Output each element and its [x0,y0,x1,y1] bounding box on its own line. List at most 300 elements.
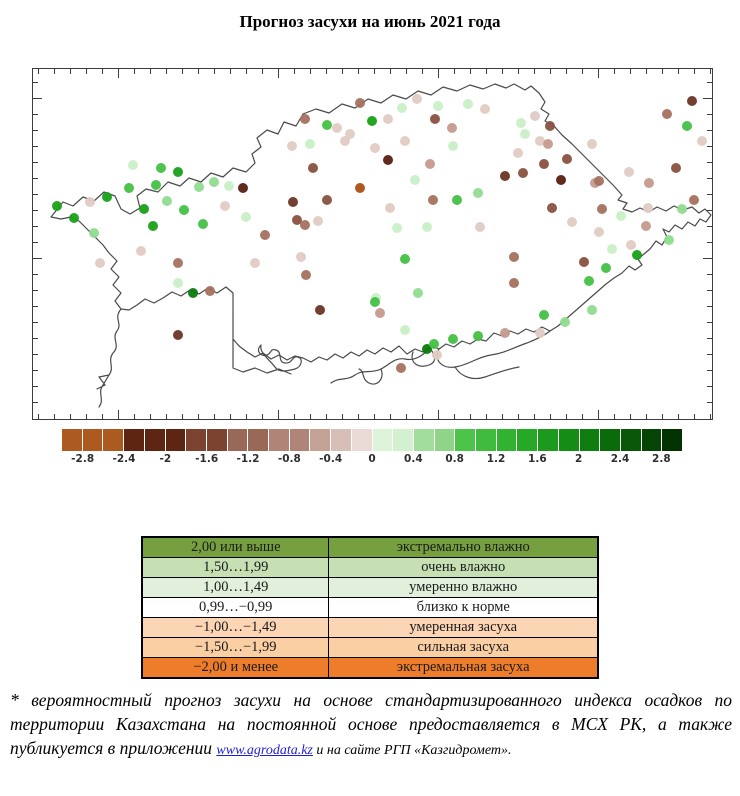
drought-dot [587,139,597,149]
drought-dot [624,167,634,177]
legend-range-cell: 1,00…1,49 [142,578,329,598]
colorbar-tick-label: 1.2 [486,453,506,465]
drought-dot [313,216,323,226]
axis-tick [703,258,712,259]
drought-dot [383,114,393,124]
colorbar-segment [145,429,166,451]
axis-tick [406,69,407,74]
drought-dot [52,201,62,211]
drought-dot [95,258,105,268]
drought-dot [198,219,208,229]
drought-dot [644,178,654,188]
map-region [32,68,713,420]
drought-dot [385,203,395,213]
drought-dot [697,136,707,146]
axis-tick [33,130,38,131]
legend-range-cell: 0,99…−0,99 [142,598,329,618]
drought-dot [332,123,342,133]
axis-tick [694,69,695,74]
footnote-tail: и на сайте РГП «Казгидромет». [312,743,512,759]
axis-tick [86,69,87,74]
axis-tick [150,414,151,419]
axis-tick [374,414,375,419]
axis-tick [54,414,55,419]
axis-tick [534,414,535,419]
axis-tick [486,69,487,74]
axis-tick [422,414,423,419]
axis-tick [33,290,38,291]
drought-dot [355,183,365,193]
drought-dot [322,195,332,205]
axis-tick [502,69,503,74]
colorbar-tick-label: 2.4 [610,453,630,465]
axis-tick [33,370,38,371]
drought-dot [677,204,687,214]
axis-tick [182,69,183,74]
axis-tick [703,98,712,99]
axis-tick [182,414,183,419]
axis-tick [166,414,167,419]
axis-tick [33,194,38,195]
drought-dot [136,246,146,256]
axis-tick [707,338,712,339]
axis-tick [518,414,519,419]
colorbar-tick-label: -0.8 [277,453,301,465]
colorbar-segment [435,429,456,451]
drought-dot [463,99,473,109]
drought-dot [543,139,553,149]
drought-dot [594,227,604,237]
axis-tick [550,414,551,419]
colorbar-tick-label: -2 [159,453,172,465]
colorbar-segment [310,429,331,451]
axis-tick [707,354,712,355]
drought-dot [370,143,380,153]
drought-dot [124,183,134,193]
axis-tick [278,410,279,419]
colorbar-segment [538,429,559,451]
drought-dot [300,114,310,124]
drought-dot [410,175,420,185]
axis-tick [86,414,87,419]
legend-label-cell: очень влажно [329,558,598,578]
drought-dot [447,123,457,133]
axis-tick [630,414,631,419]
legend-table [141,536,599,679]
axis-tick [262,69,263,74]
drought-dot [671,163,681,173]
drought-dot [509,252,519,262]
drought-dot [547,203,557,213]
axis-tick [33,354,38,355]
drought-dot [513,148,523,158]
axis-tick [707,162,712,163]
colorbar-tick-label: 2 [575,453,583,465]
colorbar-segment [580,429,601,451]
colorbar-segment [497,429,518,451]
drought-dot [162,196,172,206]
footnote-text: * вероятностный прогноз засухи на основе стандартизированного индекса осадков по территории Казахстана на постоянной основе предоставляется в МСХ РК, а также публикуется в приложении [10,690,732,759]
axis-tick [33,322,38,323]
axis-tick [33,306,38,307]
legend-row [142,578,598,598]
axis-tick [166,69,167,74]
axis-tick [470,69,471,74]
axis-tick [534,69,535,74]
drought-dot [643,203,653,213]
colorbar-segment [559,429,580,451]
legend-row [142,618,598,638]
axis-tick [198,414,199,419]
colorbar-tick-label: 2.8 [652,453,671,465]
axis-tick [707,194,712,195]
drought-dot [305,139,315,149]
axis-tick [134,414,135,419]
colorbar-tick-label: -2.4 [112,453,136,465]
axis-tick [707,370,712,371]
axis-tick [710,69,711,74]
agrodata-link[interactable]: www.agrodata.kz [216,743,313,759]
legend-row [142,598,598,618]
drought-dot [367,116,377,126]
legend-range-cell: −1,00…−1,49 [142,618,329,638]
axis-tick [614,414,615,419]
drought-dot [500,171,510,181]
drought-dot [139,204,149,214]
colorbar-segment [393,429,414,451]
drought-dot [400,325,410,335]
axis-tick [707,290,712,291]
axis-tick [278,69,279,78]
axis-tick [438,410,439,419]
axis-tick [707,274,712,275]
colorbar-segment [290,429,311,451]
axis-tick [33,98,42,99]
drought-dot [396,363,406,373]
axis-tick [707,402,712,403]
drought-dot [85,197,95,207]
axis-tick [662,414,663,419]
axis-tick [102,414,103,419]
drought-dot [89,228,99,238]
drought-dot [689,195,699,205]
colorbar-segment [414,429,435,451]
drought-dot [102,192,112,202]
dots-layer [33,69,712,419]
axis-tick [454,414,455,419]
axis-tick [707,130,712,131]
axis-tick [70,414,71,419]
drought-dot [516,118,526,128]
axis-tick [33,258,42,259]
axis-tick [33,402,38,403]
axis-tick [358,414,359,419]
drought-dot [220,201,230,211]
drought-dot [238,183,248,193]
drought-dot [422,222,432,232]
axis-tick [566,414,567,419]
axis-tick [294,414,295,419]
drought-dot [209,177,219,187]
drought-dot [194,182,204,192]
colorbar-segment [248,429,269,451]
axis-tick [630,69,631,74]
colorbar-segment [373,429,394,451]
drought-dot [128,160,138,170]
drought-dot [518,168,528,178]
colorbar [62,429,682,451]
axis-tick [470,414,471,419]
colorbar-segment [207,429,228,451]
axis-tick [518,69,519,74]
drought-dot [315,305,325,315]
axis-tick [70,69,71,74]
axis-tick [646,69,647,74]
drought-dot [473,331,483,341]
drought-dot [296,252,306,262]
drought-dot [400,136,410,146]
legend-label-cell: экстремальная засуха [329,658,598,679]
drought-dot [520,129,530,139]
drought-dot [425,159,435,169]
drought-dot [448,334,458,344]
axis-tick [326,414,327,419]
colorbar-segment [186,429,207,451]
axis-tick [326,69,327,74]
axis-tick [294,69,295,74]
colorbar-segment [517,429,538,451]
axis-tick [707,210,712,211]
axis-tick [678,69,679,74]
drought-dot [412,94,422,104]
drought-dot [432,350,442,360]
drought-dot [579,257,589,267]
axis-tick [33,162,38,163]
axis-tick [342,414,343,419]
colorbar-segment [269,429,290,451]
drought-dot [616,211,626,221]
axis-tick [33,338,38,339]
drought-dot [687,96,697,106]
drought-dot [345,129,355,139]
axis-tick [707,386,712,387]
drought-dot [148,221,158,231]
drought-dot [300,220,310,230]
drought-dot [584,276,594,286]
axis-tick [38,69,39,74]
colorbar-segment [642,429,663,451]
axis-tick [198,69,199,74]
colorbar-tick-label: 0.8 [445,453,464,465]
drought-dot [413,288,423,298]
colorbar-tick-label: -1.6 [195,453,219,465]
drought-dot [452,195,462,205]
drought-dot [530,111,540,121]
drought-dot [250,258,260,268]
drought-dot [69,213,79,223]
axis-tick [38,414,39,419]
drought-dot [480,104,490,114]
axis-tick [707,242,712,243]
axis-tick [33,242,38,243]
colorbar-labels [62,453,682,467]
drought-dot [287,141,297,151]
drought-dot [370,297,380,307]
drought-dot [664,235,674,245]
drought-dot [433,101,443,111]
axis-tick [33,210,38,211]
legend-label-cell: сильная засуха [329,638,598,658]
colorbar-segment [103,429,124,451]
drought-dot [397,103,407,113]
axis-tick [33,146,38,147]
axis-tick [707,178,712,179]
legend-row [142,658,598,679]
axis-tick [230,69,231,74]
axis-tick [707,146,712,147]
axis-tick [33,226,38,227]
legend-label-cell: умеренная засуха [329,618,598,638]
axis-tick [707,114,712,115]
drought-dot [597,204,607,214]
colorbar-tick-label: 0 [368,453,376,465]
drought-dot [355,98,365,108]
axis-tick [150,69,151,74]
colorbar-segment [166,429,187,451]
drought-dot [151,180,161,190]
colorbar-segment [62,429,83,451]
axis-tick [54,69,55,74]
axis-tick [310,414,311,419]
axis-tick [566,69,567,74]
drought-dot [322,120,332,130]
axis-tick [582,69,583,74]
axis-tick [438,69,439,78]
drought-dot [607,244,617,254]
axis-tick [710,414,711,419]
colorbar-segment [83,429,104,451]
axis-tick [33,82,38,83]
drought-dot [260,230,270,240]
axis-tick [646,414,647,419]
legend-range-cell: 1,50…1,99 [142,558,329,578]
colorbar-tick-label: -1.2 [236,453,260,465]
axis-tick [310,69,311,74]
axis-tick [422,69,423,74]
drought-dot [475,222,485,232]
drought-dot [430,114,440,124]
drought-dot [308,163,318,173]
axis-tick [374,69,375,74]
legend-row [142,537,598,558]
drought-dot [560,317,570,327]
axis-tick [102,69,103,74]
drought-dot [383,155,393,165]
axis-tick [707,226,712,227]
drought-dot [173,330,183,340]
footnote [10,688,732,761]
colorbar-segment [124,429,145,451]
drought-dot [682,121,692,131]
axis-tick [550,69,551,74]
legend-label-cell: умеренно влажно [329,578,598,598]
legend-label-cell: близко к норме [329,598,598,618]
drought-dot [641,221,651,231]
colorbar-segment [476,429,497,451]
axis-tick [342,69,343,74]
drought-dot [179,205,189,215]
legend-row [142,638,598,658]
axis-tick [614,69,615,74]
colorbar-tick-label: -0.4 [319,453,343,465]
drought-dot [188,288,198,298]
axis-tick [33,274,38,275]
drought-dot [429,339,439,349]
drought-dot [173,167,183,177]
axis-tick [134,69,135,74]
axis-tick [33,114,38,115]
drought-dot [241,212,251,222]
drought-dot [288,197,298,207]
colorbar-segment [331,429,352,451]
axis-tick [230,414,231,419]
axis-tick [390,414,391,419]
drought-dot [509,278,519,288]
colorbar-tick-label: -2.8 [71,453,95,465]
drought-dot [587,305,597,315]
axis-tick [118,69,119,78]
colorbar-segment [455,429,476,451]
drought-dot [375,308,385,318]
drought-dot [301,270,311,280]
axis-tick [246,69,247,74]
drought-dot [567,217,577,227]
drought-dot [626,240,636,250]
colorbar-segment [352,429,373,451]
axis-tick [33,178,38,179]
axis-tick [118,410,119,419]
drought-dot [556,175,566,185]
drought-dot [662,109,672,119]
colorbar-segment [600,429,621,451]
drought-dot [539,159,549,169]
legend-label-cell: экстремально влажно [329,537,598,558]
axis-tick [502,414,503,419]
axis-tick [707,82,712,83]
axis-tick [707,322,712,323]
axis-tick [33,386,38,387]
axis-tick [678,414,679,419]
drought-dot [632,250,642,260]
drought-dot [448,141,458,151]
axis-tick [486,414,487,419]
drought-dot [545,121,555,131]
colorbar-segment [662,429,682,451]
axis-tick [582,414,583,419]
drought-dot [224,181,234,191]
axis-tick [662,69,663,74]
drought-dot [473,188,483,198]
axis-tick [694,414,695,419]
drought-dot [500,328,510,338]
drought-dot [173,258,183,268]
axis-tick [707,306,712,307]
drought-dot [400,254,410,264]
drought-dot [156,163,166,173]
legend-range-cell: −1,50…−1,99 [142,638,329,658]
axis-tick [358,69,359,74]
drought-dot [205,286,215,296]
